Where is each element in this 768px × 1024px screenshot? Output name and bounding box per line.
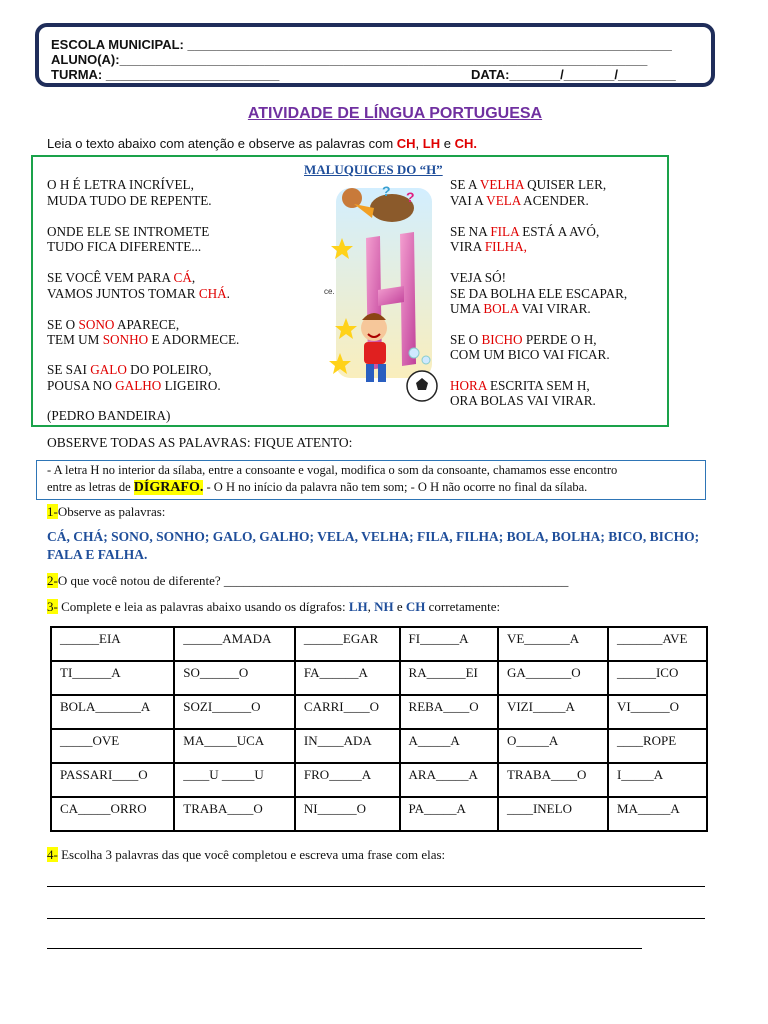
question-4: 4- Escolha 3 palavras das que você completou e escreva uma frase com elas: <box>47 847 446 862</box>
poem-line: VEJA SÓ! <box>450 270 507 285</box>
fill-in-table <box>50 626 708 832</box>
answer-line-1[interactable] <box>47 886 705 887</box>
letter-h-illustration <box>322 178 442 408</box>
table-cell[interactable]: PA_____A <box>400 797 498 831</box>
poem-line: SE O SONO APARECE, <box>47 317 180 332</box>
table-cell[interactable]: NI______O <box>295 797 400 831</box>
table-cell[interactable]: ____U _____U <box>174 763 295 797</box>
poem-line: COM UM BICO VAI FICAR. <box>450 347 610 362</box>
table-cell[interactable]: SOZI______O <box>174 695 295 729</box>
table-cell[interactable]: ARA_____A <box>400 763 498 797</box>
word-pairs: CÁ, CHÁ; SONO, SONHO; GALO, GALHO; VELA, VELHA; FILA, FILHA; BOLA, BOLHA; BICO, BICHO; FALA E FALHA. <box>47 529 700 562</box>
poem-line: SE VOCÊ VEM PARA CÁ, <box>47 270 196 285</box>
svg-text:?: ? <box>406 189 415 205</box>
poem-title: MALUQUICES DO “H” <box>304 162 443 177</box>
table-cell[interactable]: TRABA____O <box>498 763 608 797</box>
table-cell[interactable]: FA______A <box>295 661 400 695</box>
table-cell[interactable]: VIZI_____A <box>498 695 608 729</box>
poem-line: SE NA FILA ESTÁ A AVÓ, <box>450 224 600 239</box>
class-field[interactable]: TURMA: ________________________ <box>51 67 280 82</box>
table-cell[interactable]: FRO_____A <box>295 763 400 797</box>
table-cell[interactable]: ______EGAR <box>295 627 400 661</box>
table-cell[interactable]: IN____ADA <box>295 729 400 763</box>
table-row <box>51 797 707 831</box>
table-cell[interactable]: MA_____A <box>608 797 707 831</box>
table-row <box>51 627 707 661</box>
table-cell[interactable]: ____ROPE <box>608 729 707 763</box>
info-line-1: - A letra H no interior da sílaba, entre a consoante e vogal, modifica o som da consoante, chamamos esse encontro <box>47 463 618 477</box>
question-1: 1-Observe as palavras: <box>47 504 166 519</box>
header-box <box>35 23 715 87</box>
table-cell[interactable]: TRABA____O <box>174 797 295 831</box>
table-cell[interactable]: VI______O <box>608 695 707 729</box>
poem-line: SE DA BOLHA ELE ESCAPAR, <box>450 286 628 301</box>
table-cell[interactable]: MA_____UCA <box>174 729 295 763</box>
observe-heading: OBSERVE TODAS AS PALAVRAS: FIQUE ATENTO: <box>47 435 353 450</box>
page-title: ATIVIDADE DE LÍNGUA PORTUGUESA <box>247 105 543 122</box>
date-field[interactable]: DATA:_______/_______/________ <box>471 67 676 82</box>
table-cell[interactable]: SO______O <box>174 661 295 695</box>
info-line-2: entre as letras de DÍGRAFO. - O H no início da palavra não tem som; - O H não ocorre no final da sílaba. <box>47 480 588 495</box>
poem-line: SE SAI GALO DO POLEIRO, <box>47 362 212 377</box>
answer-line-3[interactable] <box>47 948 642 949</box>
poem-line: TUDO FICA DIFERENTE... <box>47 239 202 254</box>
table-cell[interactable]: FI______A <box>400 627 498 661</box>
table-cell[interactable]: O_____A <box>498 729 608 763</box>
digraph-info-box <box>36 460 706 500</box>
poem-line: O H É LETRA INCRÍVEL, <box>47 177 194 192</box>
table-cell[interactable]: _______AVE <box>608 627 707 661</box>
table-row <box>51 729 707 763</box>
poem-line: VIRA FILHA, <box>450 239 527 254</box>
table-cell[interactable]: I_____A <box>608 763 707 797</box>
poem-line: VAMOS JUNTOS TOMAR CHÁ. <box>47 286 230 301</box>
table-row <box>51 695 707 729</box>
illustration-caption: ce. <box>324 287 335 296</box>
table-cell[interactable]: ______EIA <box>51 627 174 661</box>
poem-line: SE A VELHA QUISER LER, <box>450 177 607 192</box>
table-cell[interactable]: RA______EI <box>400 661 498 695</box>
table-cell[interactable]: VE_______A <box>498 627 608 661</box>
poem-line: ONDE ELE SE INTROMETE <box>47 224 210 239</box>
table-cell[interactable]: CA_____ORRO <box>51 797 174 831</box>
school-field[interactable]: ESCOLA MUNICIPAL: ___________________________________________________________________ <box>51 37 672 52</box>
table-cell[interactable]: REBA____O <box>400 695 498 729</box>
poem-line: MUDA TUDO DE REPENTE. <box>47 193 212 208</box>
table-cell[interactable]: CARRI____O <box>295 695 400 729</box>
poem-author: (PEDRO BANDEIRA) <box>47 408 171 423</box>
table-cell[interactable]: BOLA_______A <box>51 695 174 729</box>
poem-line: HORA ESCRITA SEM H, <box>450 378 590 393</box>
poem-line: UMA BOLA VAI VIRAR. <box>450 301 591 316</box>
table-cell[interactable]: A_____A <box>400 729 498 763</box>
answer-line-2[interactable] <box>47 918 705 919</box>
table-cell[interactable]: PASSARI____O <box>51 763 174 797</box>
student-field[interactable]: ALUNO(A):_________________________________________________________________________ <box>51 52 648 67</box>
poem-line: ORA BOLAS VAI VIRAR. <box>450 393 596 408</box>
table-cell[interactable]: _____OVE <box>51 729 174 763</box>
svg-text:?: ? <box>382 183 391 199</box>
intro-text: Leia o texto abaixo com atenção e observe as palavras com CH, LH e CH. <box>47 136 477 151</box>
question-2: 2-O que você notou de diferente? _____________________________________________________ <box>47 573 569 588</box>
question-3: 3- Complete e leia as palavras abaixo usando os dígrafos: LH, NH e CH corretamente: <box>47 599 501 614</box>
table-cell[interactable]: TI______A <box>51 661 174 695</box>
table-cell[interactable]: ____INELO <box>498 797 608 831</box>
poem-line: TEM UM SONHO E ADORMECE. <box>47 332 240 347</box>
table-row <box>51 661 707 695</box>
table-row <box>51 763 707 797</box>
poem-line: SE O BICHO PERDE O H, <box>450 332 597 347</box>
table-cell[interactable]: ______ICO <box>608 661 707 695</box>
table-cell[interactable]: GA_______O <box>498 661 608 695</box>
poem-line: POUSA NO GALHO LIGEIRO. <box>47 378 221 393</box>
poem-line: VAI A VELA ACENDER. <box>450 193 589 208</box>
table-cell[interactable]: ______AMADA <box>174 627 295 661</box>
